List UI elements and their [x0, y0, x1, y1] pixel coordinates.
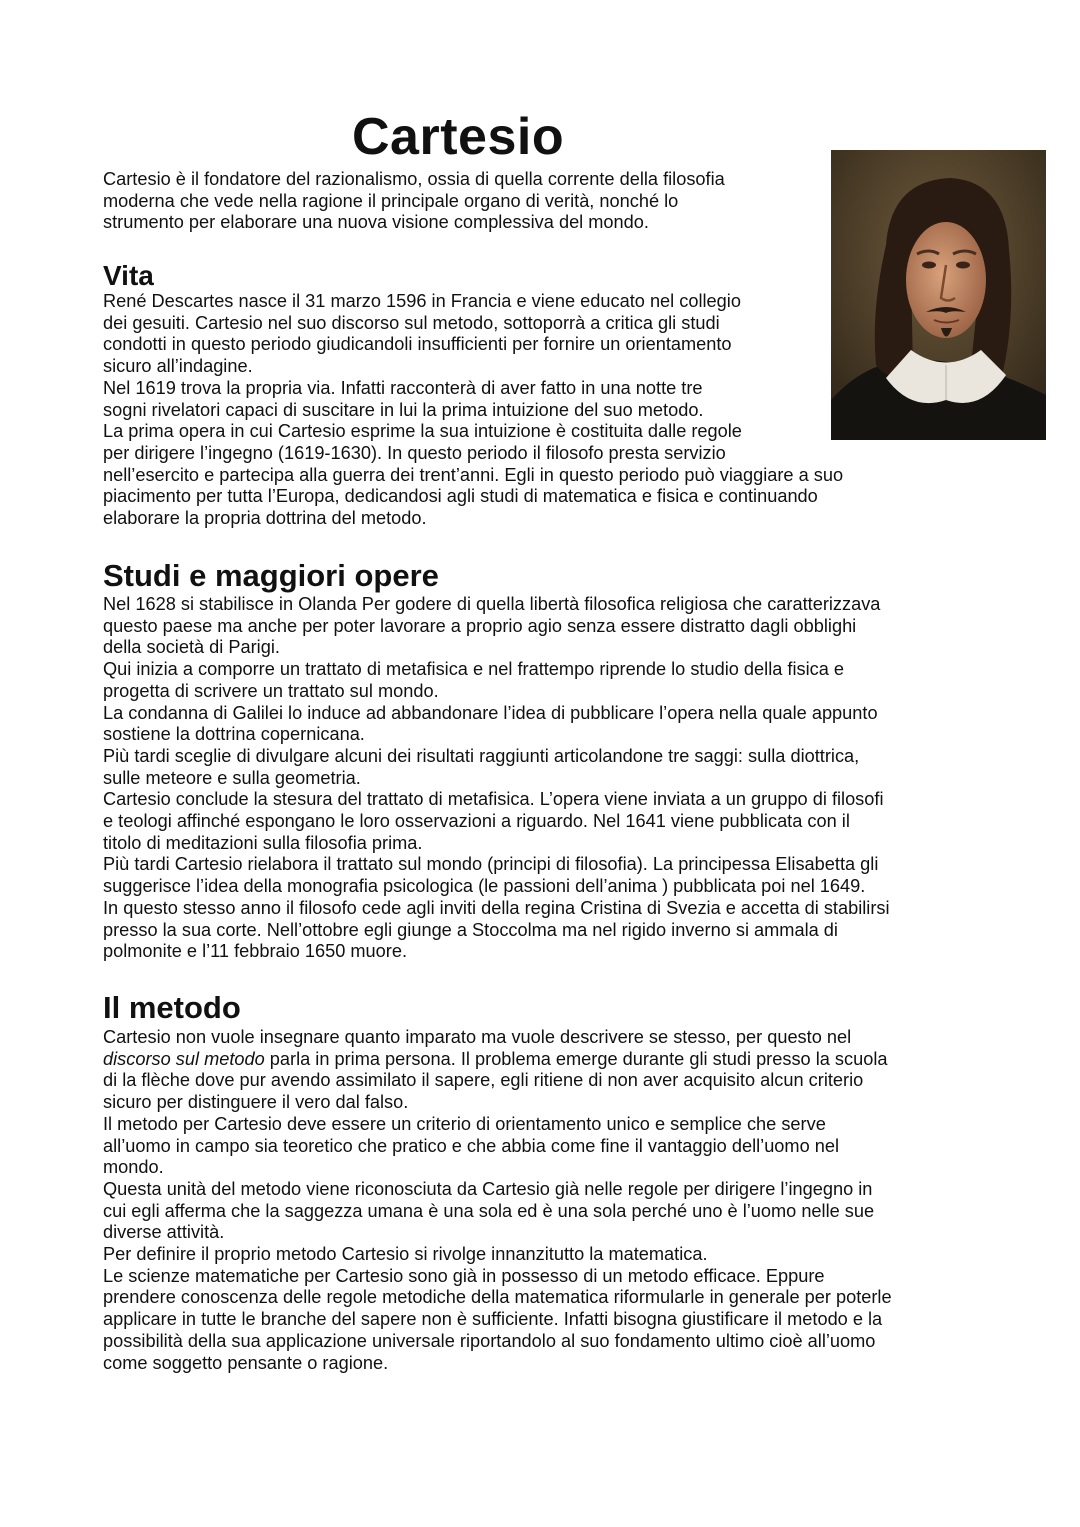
text-line: René Descartes nasce il 31 marzo 1596 in Francia e viene educato nel collegio — [103, 291, 741, 311]
text-line: La condanna di Galilei lo induce ad abbandonare l’idea di pubblicare l’opera nella quale appunto — [103, 702, 878, 723]
text-line: possibilità della sua applicazione universale riportandolo al suo fondamento ultimo cioè all’uomo — [103, 1330, 876, 1351]
text-line: sogni rivelatori capaci di suscitare in lui la prima intuizione del suo metodo. — [103, 399, 704, 420]
intro-paragraph — [103, 169, 1008, 234]
vita-paragraph — [103, 291, 1008, 530]
text-line: Nel 1628 si stabilisce in Olanda Per godere di quella libertà filosofica religiosa che caratterizzava — [103, 594, 881, 614]
text-line: dei gesuiti. Cartesio nel suo discorso sul metodo, sottoporrà a critica gli studi — [103, 312, 720, 333]
text-line: all’uomo in campo sia teoretico che pratico e che abbia come fine il vantaggio dell’uomo nel — [103, 1135, 840, 1156]
intro-line: moderna che vede nella ragione il principale organo di verità, nonché lo — [103, 190, 679, 211]
text-line: elaborare la propria dottrina del metodo. — [103, 508, 427, 529]
text-line: In questo stesso anno il filosofo cede agli inviti della regina Cristina di Svezia e accetta di stabilirsi — [103, 897, 890, 918]
text-line: suggerisce l’idea della monografia psicologica (le passioni dell’anima ) pubblicata poi nel 1649. — [103, 876, 866, 897]
text-line: applicare in tutte le branche del sapere non è sufficiente. Infatti bisogna giustificare il metodo e la — [103, 1309, 883, 1330]
section-heading-vita: Vita — [103, 260, 154, 291]
page-title: Cartesio — [352, 108, 565, 166]
text-line: polmonite e l’11 febbraio 1650 muore. — [103, 941, 407, 962]
metodo-paragraph — [103, 1027, 1008, 1374]
intro-line: Cartesio è il fondatore del razionalismo, ossia di quella corrente della filosofia — [103, 169, 725, 189]
text-line: sicuro all’indagine. — [103, 356, 253, 377]
text-line: sulle meteore e sulla geometria. — [103, 767, 361, 788]
text-line: come soggetto pensante o ragione. — [103, 1352, 389, 1373]
text-line: nell’esercito e partecipa alla guerra dei trent’anni. Egli in questo periodo può viaggiare a suo — [103, 464, 844, 485]
text-line: e teologi affinché espongano le loro osservazioni a riguardo. Nel 1641 viene pubblicata con il — [103, 811, 850, 832]
text-line-rest: parla in prima persona. Il problema emerge durante gli studi presso la scuola — [264, 1048, 888, 1069]
text-line-mixed — [103, 1049, 1008, 1071]
text-line: della società di Parigi. — [103, 637, 280, 658]
text-line: Per definire il proprio metodo Cartesio si rivolge innanzitutto la matematica. — [103, 1244, 708, 1265]
intro-line: strumento per elaborare una nuova visione complessiva del mondo. — [103, 212, 649, 233]
text-line: Cartesio conclude la stesura del trattato di metafisica. L’opera viene inviata a un gruppo di filosofi — [103, 789, 884, 810]
text-line: Più tardi Cartesio rielabora il trattato sul mondo (principi di filosofia). La principessa Elisabetta gli — [103, 854, 879, 875]
text-line: presso la sua corte. Nell’ottobre egli giunge a Stoccolma ma nel rigido inverno si ammala di — [103, 919, 838, 940]
text-line: di la flèche dove pur avendo assimilato il sapere, egli ritiene di non aver acquisito alcun criterio — [103, 1070, 864, 1091]
studi-paragraph — [103, 594, 1008, 963]
text-line: prendere conoscenza delle regole metodiche della matematica riformularle in generale per poterle — [103, 1287, 892, 1308]
text-line: Questa unità del metodo viene riconosciuta da Cartesio già nelle regole per dirigere l’ingegno in — [103, 1178, 873, 1199]
section-heading-metodo: Il metodo — [103, 990, 241, 1025]
text-line: cui egli afferma che la saggezza umana è una sola ed è una sola perché uno è l’uomo nelle sue — [103, 1200, 875, 1221]
text-line: mondo. — [103, 1157, 164, 1178]
text-line: sicuro per distinguere il vero dal falso. — [103, 1092, 409, 1113]
text-line: Il metodo per Cartesio deve essere un criterio di orientamento unico e semplice che serve — [103, 1113, 826, 1134]
text-line: per dirigere l’ingegno (1619-1630). In questo periodo il filosofo presta servizio — [103, 442, 726, 463]
text-line: La prima opera in cui Cartesio esprime la sua intuizione è costituita dalle regole — [103, 421, 742, 442]
text-line: sostiene la dottrina copernicana. — [103, 724, 365, 745]
text-line: progetta di scrivere un trattato sul mondo. — [103, 680, 439, 701]
text-line: diverse attività. — [103, 1222, 225, 1243]
text-line: questo paese ma anche per poter lavorare a proprio agio senza essere distratto dagli obblighi — [103, 615, 857, 636]
text-line: Più tardi sceglie di divulgare alcuni dei risultati raggiunti articolandone tre saggi: sulla diottrica, — [103, 745, 860, 766]
text-line: Nel 1619 trova la propria via. Infatti racconterà di aver fatto in una notte tre — [103, 377, 703, 398]
text-line: Le scienze matematiche per Cartesio sono già in possesso di un metodo efficace. Eppure — [103, 1265, 825, 1286]
text-line: Cartesio non vuole insegnare quanto imparato ma vuole descrivere se stesso, per questo nel — [103, 1027, 852, 1047]
section-heading-studi: Studi e maggiori opere — [103, 558, 439, 593]
text-line: titolo di meditazioni sulla filosofia prima. — [103, 832, 423, 853]
italic-title: discorso sul metodo — [103, 1048, 265, 1069]
text-line: piacimento per tutta l’Europa, dedicandosi agli studi di matematica e fisica e continuando — [103, 486, 818, 507]
text-line: condotti in questo periodo giudicandoli insufficienti per fornire un orientamento — [103, 334, 732, 355]
text-line: Qui inizia a comporre un trattato di metafisica e nel frattempo riprende lo studio della fisica e — [103, 659, 845, 680]
